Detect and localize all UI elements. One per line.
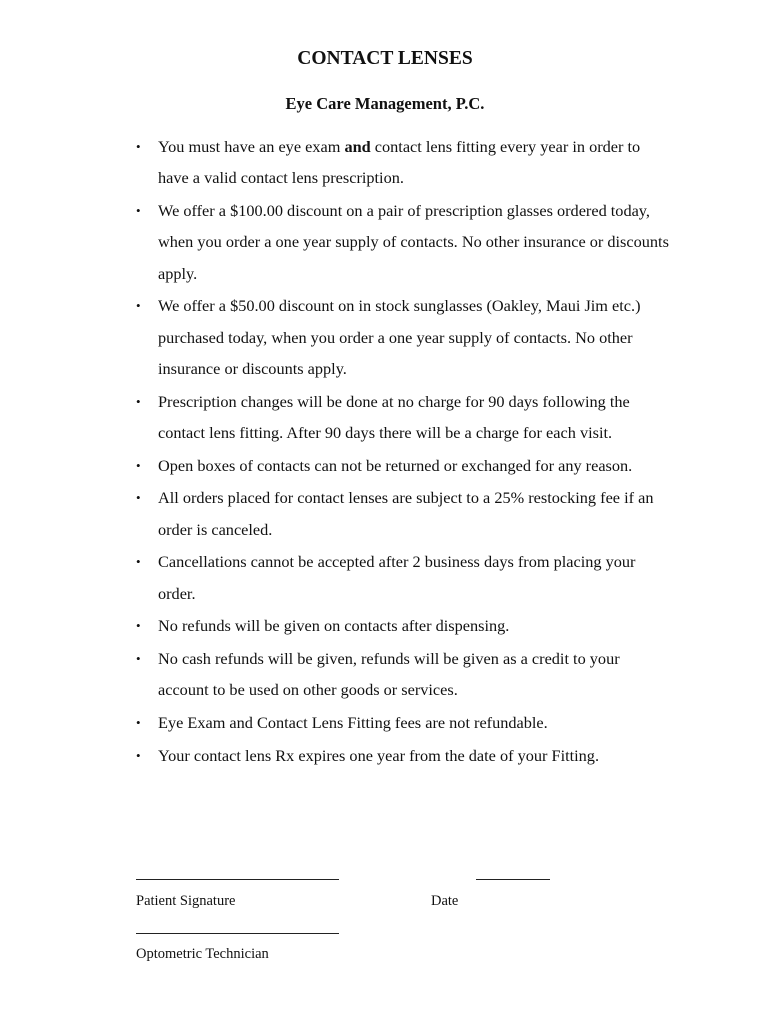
policy-rule — [0, 610, 770, 641]
rule-text: Your contact lens Rx expires one year from the date of your Fitting. — [158, 745, 600, 765]
policy-rule — [0, 290, 770, 384]
bullet-icon: • — [136, 714, 141, 730]
rule-text-continued: contact lens fitting every year in order to have a valid contact lens prescription. — [158, 137, 641, 188]
policy-rule — [0, 482, 770, 545]
date-label: Date — [431, 893, 459, 909]
rule-text: Prescription changes will be done at no charge for 90 days following the contact lens fitting. After 90 days there will be a charge for each visit. — [158, 391, 630, 442]
rule-text: No cash refunds will be given, refunds will be given as a credit to your account to be used on other goods or services. — [158, 648, 620, 700]
practice-name: Eye Care Management, P.C. — [285, 94, 485, 113]
rule-text: We offer a $50.00 discount on in stock sunglasses (Oakley, Maui Jim etc.) purchased today, when you order a one year supply of contacts. No other insurance or discounts apply. — [158, 296, 641, 378]
rule-text: All orders placed for contact lenses are subject to a 25% restocking fee if an order is canceled. — [158, 488, 654, 539]
bullet-icon: • — [136, 618, 141, 634]
bullet-icon: • — [136, 139, 141, 154]
technician-signature-line[interactable] — [136, 933, 339, 934]
policy-rule — [0, 386, 770, 449]
rule-emphasis: and — [344, 137, 371, 156]
policy-rule — [0, 707, 770, 738]
date-line[interactable] — [476, 879, 550, 880]
patient-signature-label: Patient Signature — [136, 893, 236, 909]
policy-rule — [0, 450, 770, 481]
patient-signature-line[interactable] — [136, 879, 339, 880]
rule-text: You must have an eye exam — [158, 137, 345, 156]
policy-rule — [0, 195, 770, 289]
document-title: CONTACT LENSES — [297, 48, 473, 69]
bullet-icon: • — [136, 490, 141, 506]
rule-text: We offer a $100.00 discount on a pair of prescription glasses ordered today, when you order a one year supply of contacts. No other insurance or discounts apply. — [158, 200, 669, 283]
policy-rule — [0, 643, 770, 706]
rule-text: No refunds will be given on contacts after dispensing. — [158, 616, 510, 636]
bullet-icon: • — [136, 747, 141, 763]
policy-rule — [0, 131, 770, 194]
bullet-icon: • — [136, 554, 141, 570]
rule-text: Cancellations cannot be accepted after 2 business days from placing your order. — [158, 552, 636, 603]
bullet-icon: • — [136, 650, 141, 666]
bullet-icon: • — [136, 457, 141, 473]
bullet-icon: • — [136, 202, 141, 218]
policy-rule — [0, 740, 770, 771]
rule-text: Open boxes of contacts can not be returned or exchanged for any reason. — [158, 455, 633, 475]
bullet-icon: • — [136, 393, 141, 409]
policy-rule — [0, 546, 770, 609]
rule-text: Eye Exam and Contact Lens Fitting fees are not refundable. — [158, 712, 548, 732]
bullet-icon: • — [136, 298, 141, 314]
policy-rules-list — [0, 131, 770, 772]
technician-label: Optometric Technician — [136, 946, 269, 962]
